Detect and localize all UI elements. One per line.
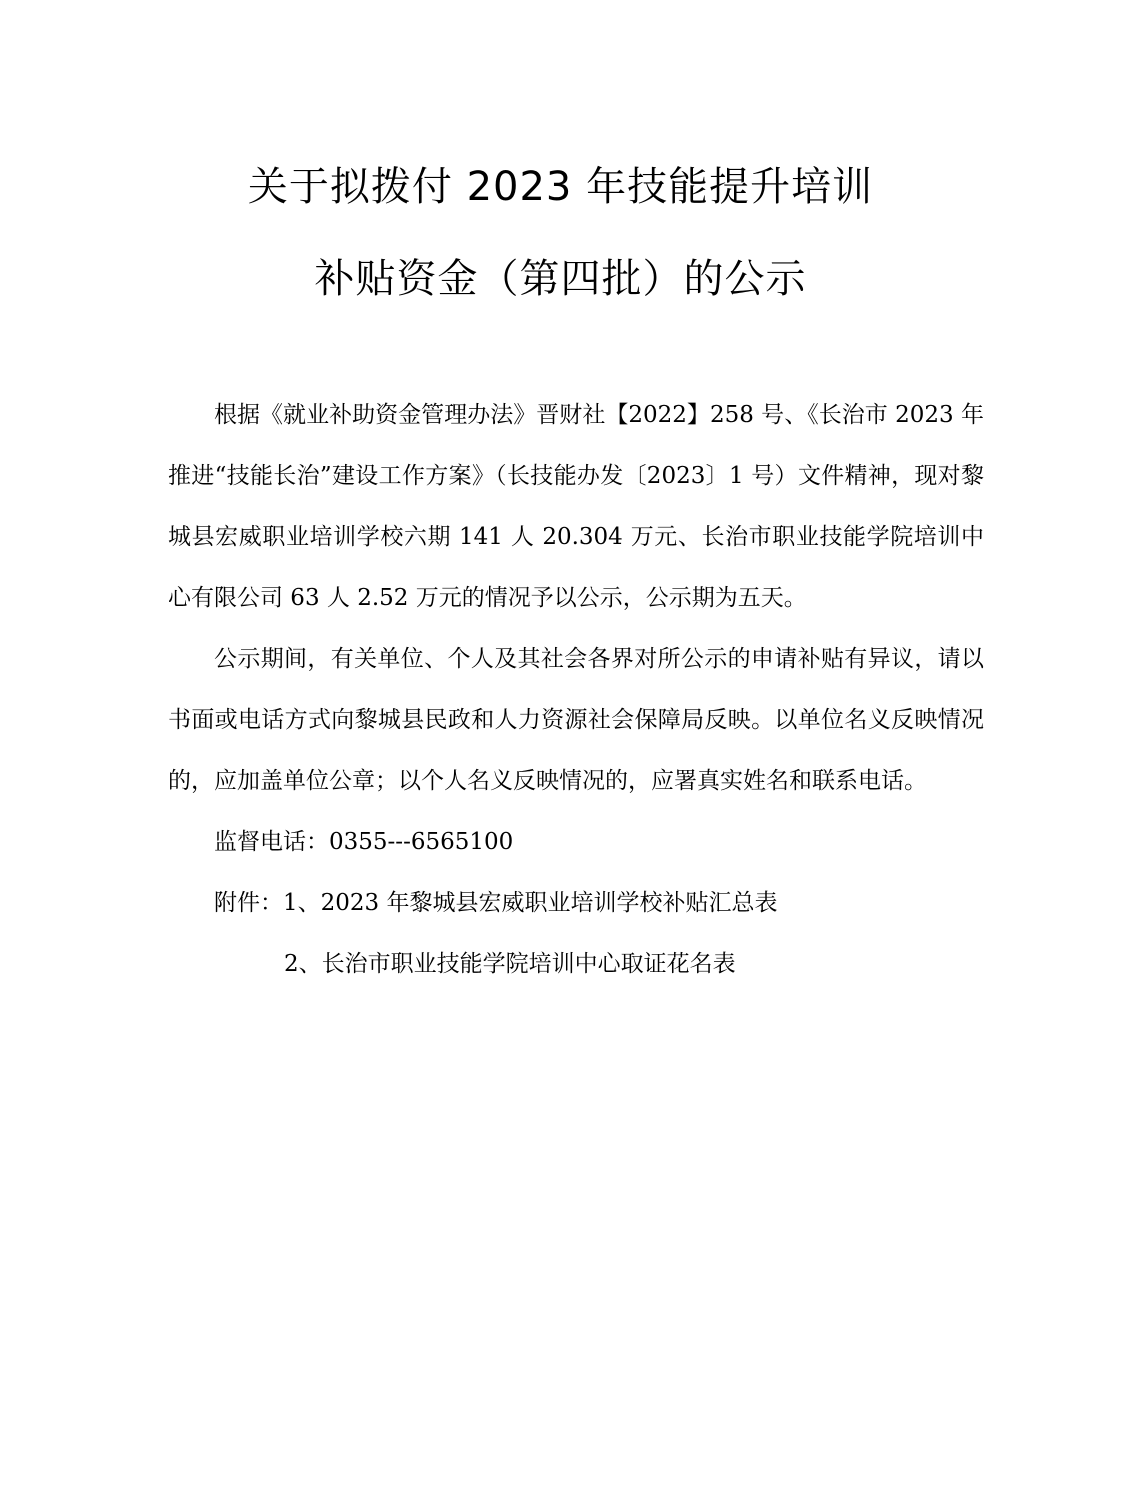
document-body [168,385,984,995]
document-title-line-1: 关于拟拨付 2023 年技能提升培训 [247,164,874,210]
attachment-2: 2、长治市职业技能学院培训中心取证花名表 [284,951,736,977]
attachment-1: 附件：1、2023 年黎城县宏威职业培训学校补贴汇总表 [214,890,778,916]
document-title-line-2: 补贴资金（第四批）的公示 [314,256,807,302]
paragraph-objection: 公示期间，有关单位、个人及其社会各界对所公示的申请补贴有异议，请以书面或电话方式向黎城县民政和人力资源社会保障局反映。以单位名义反映情况的，应加盖单位公章；以个人名义反映情况的，应署真实姓名和联系电话。 [168,646,984,794]
paragraph-basis: 根据《就业补助资金管理办法》晋财社【2022】258 号、《长治市 2023 年推进“技能长治”建设工作方案》（长技能办发〔2023〕1 号）文件精神，现对黎城县宏威职业培训学校六期 141 人 20.304 万元、长治市职业技能学院培训中心有限公司 63 人 2.52 万元的情况予以公示，公示期为五天。 [168,402,984,611]
supervision-phone: 监督电话：0355---6565100 [214,829,514,855]
